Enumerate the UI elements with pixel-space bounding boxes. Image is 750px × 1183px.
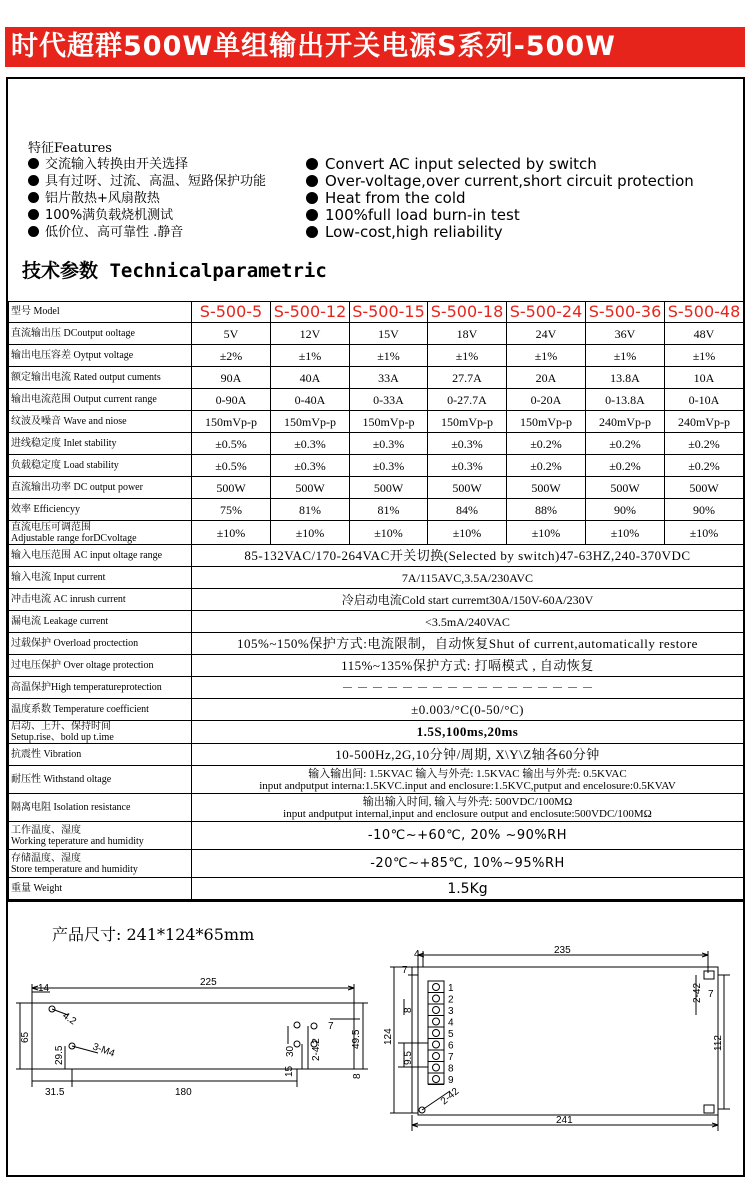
case-outline — [418, 967, 718, 1115]
row-label: 隔离电阻 Isolation resistance — [9, 794, 192, 822]
table-cell: 40A — [271, 367, 350, 389]
table-row — [9, 766, 744, 794]
table-cell: 24V — [507, 323, 586, 345]
table-row — [9, 633, 744, 655]
table-cell: ±2% — [192, 345, 271, 367]
table-row — [9, 699, 744, 721]
bullet-icon — [306, 209, 318, 221]
features-en-list — [306, 156, 694, 241]
row-label: 存储温度、湿度 Store temperature and humidity — [9, 850, 192, 878]
table-cell: ±1% — [507, 345, 586, 367]
table-cell: 0-90A — [192, 389, 271, 411]
table-cell: 90A — [192, 367, 271, 389]
feature-item: 交流输入转换由开关选择 — [28, 156, 266, 173]
terminal-label: 6 — [448, 1040, 454, 1052]
table-row — [9, 323, 744, 345]
model-cell: S-500-18 — [428, 302, 507, 323]
table-row — [9, 567, 744, 589]
front-view-drawing — [378, 945, 738, 1135]
dim-235: 235 — [554, 945, 571, 956]
row-label: 启动、上升、保持时间 Setup.rise、bold up t.ime — [9, 721, 192, 744]
table-cell: 150mVp-p — [350, 411, 428, 433]
table-row — [9, 302, 744, 323]
table-cell: 7A/115AVC,3.5A/230AVC — [192, 567, 744, 589]
row-label: 直流电压可调范围 Adjustable range forDCvoltage — [9, 521, 192, 545]
table-cell: 500W — [350, 477, 428, 499]
feature-item: 具有过呀、过流、高温、短路保护功能 — [28, 173, 266, 190]
terminal-label: 7 — [448, 1052, 454, 1063]
table-cell: ±0.003/°C(0-50/°C) — [192, 699, 744, 721]
table-row — [9, 521, 744, 545]
row-label: 额定输出电流 Rated output cuments — [9, 367, 192, 389]
table-row — [9, 850, 744, 878]
table-cell: ±0.2% — [665, 455, 744, 477]
dim-15: 15 — [284, 1065, 295, 1077]
table-cell: 500W — [507, 477, 586, 499]
table-cell: 90% — [665, 499, 744, 521]
dim-49-5: 49.5 — [351, 1029, 362, 1049]
table-cell: ±0.2% — [507, 455, 586, 477]
dim-2-4-2: 2-4.2 — [311, 1038, 322, 1061]
model-cell: S-500-15 — [350, 302, 428, 323]
table-cell: 81% — [271, 499, 350, 521]
feature-item: Convert AC input selected by switch — [306, 156, 694, 173]
table-row — [9, 655, 744, 677]
terminal-screw-icon — [433, 995, 440, 1002]
table-row — [9, 878, 744, 900]
dim-7b: 7 — [708, 989, 714, 1000]
table-cell: 12V — [271, 323, 350, 345]
mount-hole — [311, 1023, 317, 1029]
table-cell: ±10% — [271, 521, 350, 545]
table-cell: 0-33A — [350, 389, 428, 411]
table-cell: 88% — [507, 499, 586, 521]
terminal-screw-icon — [433, 984, 440, 991]
table-cell: 240mVp-p — [665, 411, 744, 433]
table-cell: ±10% — [586, 521, 665, 545]
table-cell: ±0.2% — [586, 455, 665, 477]
table-row — [9, 589, 744, 611]
table-cell: 10-500Hz,2G,10分钟/周期, X\Y\Z轴各60分钟 — [192, 744, 744, 766]
row-label: 输出电压容差 Oytput voltage — [9, 345, 192, 367]
table-cell: ±1% — [271, 345, 350, 367]
table-cell: 500W — [586, 477, 665, 499]
table-cell: ±0.3% — [428, 433, 507, 455]
row-label: 型号 Model — [9, 302, 192, 323]
table-cell: ±0.3% — [428, 455, 507, 477]
table-cell: 150mVp-p — [507, 411, 586, 433]
table-cell: － － － － － － － － － － － － － － － － － — [192, 677, 744, 699]
table-cell: 105%~150%保护方式:电流限制，自动恢复Shut of current,automatically restore — [192, 633, 744, 655]
table-row — [9, 367, 744, 389]
table-cell: 85-132VAC/170-264VAC开关切换(Selected by switch)47-63HZ,240-370VDC — [192, 545, 744, 567]
table-cell: -20℃~+85℃, 10%~95%RH — [192, 850, 744, 878]
table-row — [9, 611, 744, 633]
row-label: 输入电压范围 AC input oltage range — [9, 545, 192, 567]
row-label: 负载稳定度 Load stability — [9, 455, 192, 477]
dimensions-title: 产品尺寸: 241*124*65mm — [52, 925, 255, 944]
table-row — [9, 545, 744, 567]
table-cell: 0-10A — [665, 389, 744, 411]
table-cell: 115%~135%保护方式: 打嗝模式 , 自动恢复 — [192, 655, 744, 677]
table-cell: ±0.3% — [271, 433, 350, 455]
table-row — [9, 794, 744, 822]
table-cell: 500W — [665, 477, 744, 499]
terminal-screw-icon — [433, 1076, 440, 1083]
table-cell: ±0.5% — [192, 455, 271, 477]
terminal-screw-icon — [433, 1064, 440, 1071]
dim-4-2: 4.2 — [60, 1010, 78, 1028]
table-cell: 冷启动电流Cold start curremt30A/150V-60A/230V — [192, 589, 744, 611]
dim-7: 7 — [328, 1021, 334, 1032]
row-label: 漏电流 Leakage current — [9, 611, 192, 633]
table-row — [9, 822, 744, 850]
table-row — [9, 677, 744, 699]
table-cell: 0-20A — [507, 389, 586, 411]
table-cell: 500W — [192, 477, 271, 499]
table-row — [9, 721, 744, 744]
model-cell: S-500-5 — [192, 302, 271, 323]
table-cell: <3.5mA/240VAC — [192, 611, 744, 633]
table-cell: 0-13.8A — [586, 389, 665, 411]
features-cn-list — [28, 156, 266, 241]
table-cell: 27.7A — [428, 367, 507, 389]
row-label: 过载保护 Overload proctection — [9, 633, 192, 655]
page-banner-title: 时代超群500W单组输出开关电源S系列-500W — [5, 27, 745, 67]
table-cell: 150mVp-p — [428, 411, 507, 433]
table-cell: 输入输出间: 1.5KVAC 输入与外壳: 1.5KVAC 输出与外壳: 0.5KVAC input andputput interna:1.5KVC.input and enclosure:1.5KVC,putput and encelosure:0.5KVAV — [192, 766, 744, 794]
table-cell: 500W — [428, 477, 507, 499]
row-label: 高温保护High temperatureprotection — [9, 677, 192, 699]
table-cell: 150mVp-p — [271, 411, 350, 433]
terminal-screw-icon — [433, 1030, 440, 1037]
table-cell: 33A — [350, 367, 428, 389]
table-cell: ±1% — [428, 345, 507, 367]
table-cell: 输出输入时间, 输入与外壳: 500VDC/100MΩ input andputput internal,input and enclosure output and enclosute:500VDC/100MΩ — [192, 794, 744, 822]
row-label: 纹波及噪音 Wave and niose — [9, 411, 192, 433]
table-cell: ±10% — [192, 521, 271, 545]
row-label: 输出电流范围 Output current range — [9, 389, 192, 411]
table-cell: ±0.2% — [586, 433, 665, 455]
dim-124: 124 — [383, 1028, 394, 1045]
row-label: 过电压保护 Over oltage protection — [9, 655, 192, 677]
table-cell: ±0.5% — [192, 433, 271, 455]
table-cell: 36V — [586, 323, 665, 345]
row-label: 工作温度、湿度 Working teperature and humidity — [9, 822, 192, 850]
feature-item: 100%满负载烧机测试 — [28, 207, 266, 224]
table-row — [9, 499, 744, 521]
table-row — [9, 744, 744, 766]
feature-item: Heat from the cold — [306, 190, 694, 207]
table-cell: ±10% — [428, 521, 507, 545]
table-cell: 150mVp-p — [192, 411, 271, 433]
terminal-block — [428, 981, 444, 1084]
terminal-screw-icon — [433, 1041, 440, 1048]
table-cell: 20A — [507, 367, 586, 389]
dim-65: 65 — [20, 1031, 31, 1043]
row-label: 进线稳定度 Inlet stability — [9, 433, 192, 455]
table-row — [9, 433, 744, 455]
dim-180: 180 — [175, 1087, 192, 1098]
features-title: 特征Features — [28, 141, 112, 156]
row-label: 输入电流 Input current — [9, 567, 192, 589]
feature-item: Low-cost,high reliability — [306, 224, 694, 241]
table-cell: ±0.2% — [507, 433, 586, 455]
dim-241: 241 — [556, 1115, 573, 1126]
model-cell: S-500-24 — [507, 302, 586, 323]
table-cell: 48V — [665, 323, 744, 345]
row-label: 效率 Efficiencyy — [9, 499, 192, 521]
row-label: 抗震性 Vibration — [9, 744, 192, 766]
row-label: 耐压性 Withstand oltage — [9, 766, 192, 794]
terminal-label: 9 — [448, 1075, 454, 1086]
dim-2-42: 2-42 — [692, 982, 703, 1003]
table-row — [9, 411, 744, 433]
dim-30: 30 — [285, 1045, 296, 1057]
bullet-icon — [28, 175, 39, 186]
model-cell: S-500-36 — [586, 302, 665, 323]
table-cell: 15V — [350, 323, 428, 345]
dim-14: 14 — [38, 983, 50, 994]
table-cell: 240mVp-p — [586, 411, 665, 433]
table-cell: -10℃~+60℃, 20% ~90%RH — [192, 822, 744, 850]
terminal-screw-icon — [433, 1018, 440, 1025]
tech-params-title: 技术参数 Technicalparametric — [22, 260, 327, 282]
model-cell: S-500-12 — [271, 302, 350, 323]
dim-112: 112 — [713, 1035, 724, 1051]
terminal-screw-icon — [433, 1053, 440, 1060]
terminal-label: 8 — [448, 1063, 454, 1075]
bullet-icon — [306, 226, 318, 238]
table-cell: ±0.2% — [665, 433, 744, 455]
table-cell: 18V — [428, 323, 507, 345]
dim-2-42b: 2-42 — [438, 1086, 462, 1108]
feature-item: Over-voltage,over current,short circuit protection — [306, 173, 694, 190]
dim-31-5: 31.5 — [45, 1087, 65, 1098]
table-cell: ±1% — [350, 345, 428, 367]
top-view-drawing — [10, 965, 375, 1105]
bullet-icon — [28, 192, 39, 203]
row-label: 重量 Weight — [9, 878, 192, 900]
terminal-label: 1 — [448, 983, 454, 994]
model-cell: S-500-48 — [665, 302, 744, 323]
dimensions-divider — [7, 900, 743, 902]
row-label: 直流输出压 DCoutput ooltage — [9, 323, 192, 345]
table-row — [9, 477, 744, 499]
dim-8: 8 — [352, 1073, 363, 1079]
feature-item: 铝片散热+风扇散热 — [28, 190, 266, 207]
table-cell: ±0.3% — [350, 433, 428, 455]
feature-item: 低价位、高可靠性 .静音 — [28, 224, 266, 241]
table-cell: ±0.3% — [350, 455, 428, 477]
table-cell: 1.5S,100ms,20ms — [192, 721, 744, 744]
terminal-label: 5 — [448, 1029, 454, 1040]
table-cell: ±1% — [665, 345, 744, 367]
table-cell: ±1% — [586, 345, 665, 367]
bullet-icon — [28, 226, 39, 237]
table-cell: 90% — [586, 499, 665, 521]
table-cell: 75% — [192, 499, 271, 521]
terminal-label: 4 — [448, 1017, 454, 1029]
table-cell: 1.5Kg — [192, 878, 744, 900]
table-row — [9, 455, 744, 477]
bullet-icon — [306, 192, 318, 204]
row-label: 直流输出功率 DC output power — [9, 477, 192, 499]
table-cell: 81% — [350, 499, 428, 521]
row-label: 冲击电流 AC inrush current — [9, 589, 192, 611]
terminal-label: 3 — [448, 1006, 454, 1017]
terminal-label: 2 — [448, 994, 454, 1006]
table-row — [9, 389, 744, 411]
table-row — [9, 345, 744, 367]
dim-7a: 7 — [402, 965, 408, 976]
table-cell: 13.8A — [586, 367, 665, 389]
mount-hole — [294, 1022, 300, 1028]
table-cell: ±10% — [350, 521, 428, 545]
dim-9-5: 9.5 — [403, 1051, 414, 1065]
dim-4: 4 — [414, 949, 420, 960]
spec-table — [8, 301, 744, 900]
feature-item: 100%full load burn-in test — [306, 207, 694, 224]
table-cell: 500W — [271, 477, 350, 499]
terminal-screw-icon — [433, 1007, 440, 1014]
dim-29-5: 29.5 — [54, 1045, 65, 1065]
table-cell: ±0.3% — [271, 455, 350, 477]
bullet-icon — [306, 175, 318, 187]
row-label: 温度系数 Temperature coefficient — [9, 699, 192, 721]
table-cell: 10A — [665, 367, 744, 389]
table-cell: 0-40A — [271, 389, 350, 411]
dim-3-m4: 3-M4 — [90, 1041, 117, 1060]
bullet-icon — [28, 209, 39, 220]
table-cell: 5V — [192, 323, 271, 345]
dim-225: 225 — [200, 977, 217, 988]
case-outline — [32, 1003, 354, 1069]
table-cell: 84% — [428, 499, 507, 521]
table-cell: ±10% — [665, 521, 744, 545]
dim-8: 8 — [403, 1007, 414, 1013]
bullet-icon — [306, 158, 318, 170]
bullet-icon — [28, 158, 39, 169]
table-cell: 0-27.7A — [428, 389, 507, 411]
table-cell: ±10% — [507, 521, 586, 545]
